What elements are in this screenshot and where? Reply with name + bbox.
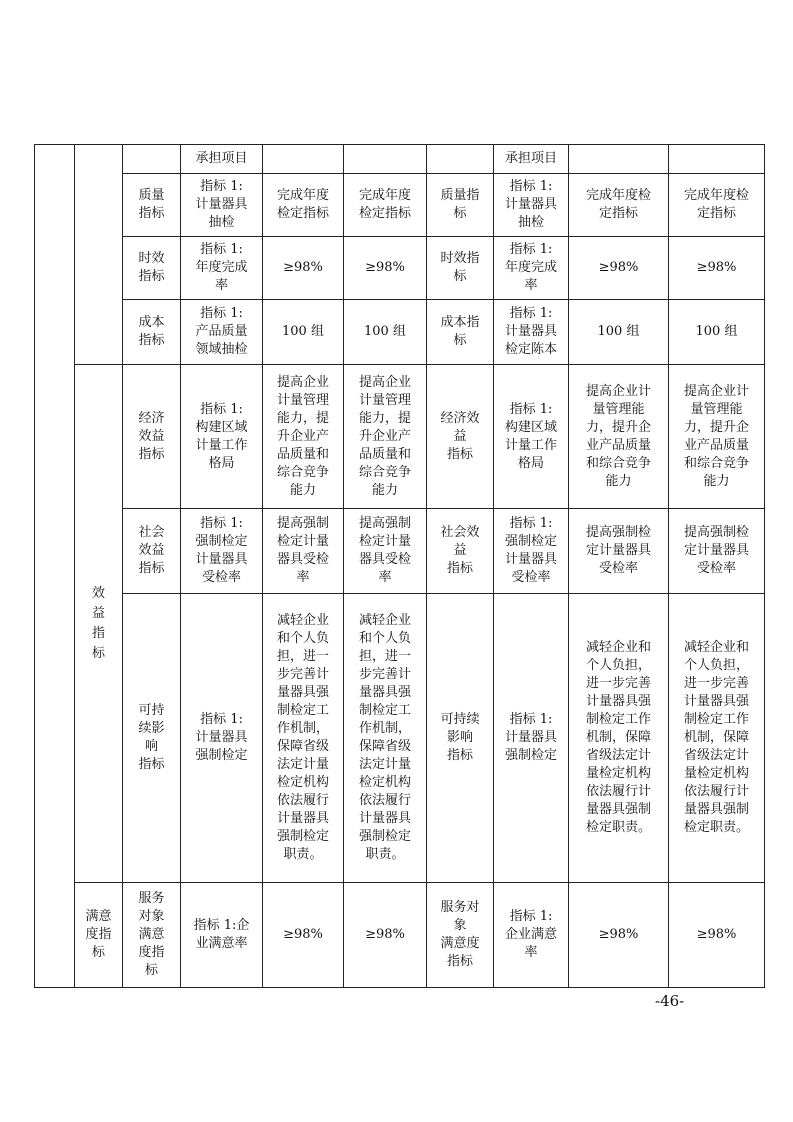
value-cell: 完成年度 检定指标 — [263, 174, 344, 237]
indicator-cell: 指标 1:企 业满意率 — [181, 883, 263, 988]
table-row-cost — [35, 300, 765, 365]
value-cell: ≥98% — [669, 237, 765, 300]
indicator-cell: 承担项目 — [181, 145, 263, 174]
subcategory-cell: 社会效 益 指标 — [427, 509, 494, 594]
output-category-cell — [75, 145, 123, 365]
indicator-cell: 指标 1: 构建区域 计量工作 格局 — [494, 365, 569, 509]
value-cell: 100 组 — [263, 300, 344, 365]
satisfaction-category-cell: 满意 度指 标 — [75, 883, 123, 988]
table-row-satisfaction — [35, 883, 765, 988]
indicator-cell: 指标 1: 计量器具 抽检 — [181, 174, 263, 237]
value-cell: ≥98% — [263, 883, 344, 988]
subcategory-cell: 质量指 标 — [427, 174, 494, 237]
value-cell: 100 组 — [669, 300, 765, 365]
value-cell: 完成年度检 定指标 — [669, 174, 765, 237]
subcategory-cell: 时效指 标 — [427, 237, 494, 300]
subcategory-cell: 经济效 益 指标 — [427, 365, 494, 509]
indicator-cell: 指标 1: 构建区域 计量工作 格局 — [181, 365, 263, 509]
subcategory-cell: 时效 指标 — [123, 237, 181, 300]
value-cell: 减轻企业和 个人负担， 进一步完善 计量器具强 制检定工作 机制，保障 省级法定计 量检定机构 依法履行计 量器具强制 检定职责。 — [669, 594, 765, 883]
table-row-quality — [35, 174, 765, 237]
performance-indicator-table — [34, 144, 765, 988]
subcategory-cell: 社会 效益 指标 — [123, 509, 181, 594]
indicator-cell: 指标 1: 计量器具 强制检定 — [494, 594, 569, 883]
value-cell: 完成年度检 定指标 — [569, 174, 669, 237]
indicator-cell: 指标 1: 强制检定 计量器具 受检率 — [494, 509, 569, 594]
subcategory-cell: 成本 指标 — [123, 300, 181, 365]
value-cell: ≥98% — [669, 883, 765, 988]
table-row-timeliness — [35, 237, 765, 300]
indicator-cell: 指标 1: 企业满意 率 — [494, 883, 569, 988]
subcategory-cell: 经济 效益 指标 — [123, 365, 181, 509]
page-number: -46- — [655, 992, 685, 1010]
outer-left-column — [35, 145, 75, 988]
table-row-economic — [35, 365, 765, 509]
value-cell: ≥98% — [569, 237, 669, 300]
indicator-cell: 指标 1: 计量器具 检定陈本 — [494, 300, 569, 365]
indicator-cell: 指标 1: 计量器具 抽检 — [494, 174, 569, 237]
subcategory-cell: 成本指 标 — [427, 300, 494, 365]
table-row-top — [35, 145, 765, 174]
table-row-sustainability — [35, 594, 765, 883]
subcategory-cell — [123, 145, 181, 174]
subcategory-cell: 服务对 象 满意度 指标 — [427, 883, 494, 988]
benefit-category-cell: 效 益 指 标 — [75, 365, 123, 883]
table-row-social — [35, 509, 765, 594]
value-cell: 100 组 — [344, 300, 427, 365]
value-cell: 提高企业计 量管理能 力，提升企 业产品质量 和综合竞争 能力 — [669, 365, 765, 509]
subcategory-cell: 可持 续影 响 指标 — [123, 594, 181, 883]
value-cell: 完成年度 检定指标 — [344, 174, 427, 237]
value-cell: ≥98% — [569, 883, 669, 988]
subcategory-cell: 质量 指标 — [123, 174, 181, 237]
value-cell: ≥98% — [344, 237, 427, 300]
value-cell: 提高强制检 定计量器具 受检率 — [569, 509, 669, 594]
value-cell: 减轻企业 和个人负 担，进一 步完善计 量器具强 制检定工 作机制， 保障省级 法定计量 检定机构 依法履行 计量器具 强制检定 职责。 — [344, 594, 427, 883]
value-cell: ≥98% — [263, 237, 344, 300]
value-cell: 提高强制 检定计量 器具受检 率 — [344, 509, 427, 594]
value-cell: 提高强制检 定计量器具 受检率 — [669, 509, 765, 594]
indicator-cell: 指标 1: 计量器具 强制检定 — [181, 594, 263, 883]
value-cell: 提高强制 检定计量 器具受检 率 — [263, 509, 344, 594]
indicator-cell: 指标 1: 强制检定 计量器具 受检率 — [181, 509, 263, 594]
value-cell: 减轻企业 和个人负 担，进一 步完善计 量器具强 制检定工 作机制， 保障省级 法定计量 检定机构 依法履行 计量器具 强制检定 职责。 — [263, 594, 344, 883]
indicator-cell: 指标 1: 年度完成 率 — [181, 237, 263, 300]
subcategory-cell: 服务 对象 满意 度指 标 — [123, 883, 181, 988]
indicator-cell: 承担项目 — [494, 145, 569, 174]
indicator-cell: 指标 1: 年度完成 率 — [494, 237, 569, 300]
value-cell: 提高企业 计量管理 能力，提 升企业产 品质量和 综合竞争 能力 — [344, 365, 427, 509]
value-cell: 100 组 — [569, 300, 669, 365]
subcategory-cell: 可持续 影响 指标 — [427, 594, 494, 883]
value-cell: 减轻企业和 个人负担， 进一步完善 计量器具强 制检定工作 机制，保障 省级法定计 量检定机构 依法履行计 量器具强制 检定职责。 — [569, 594, 669, 883]
value-cell: 提高企业 计量管理 能力，提 升企业产 品质量和 综合竞争 能力 — [263, 365, 344, 509]
value-cell: ≥98% — [344, 883, 427, 988]
indicator-cell: 指标 1: 产品质量 领域抽检 — [181, 300, 263, 365]
value-cell: 提高企业计 量管理能 力，提升企 业产品质量 和综合竞争 能力 — [569, 365, 669, 509]
